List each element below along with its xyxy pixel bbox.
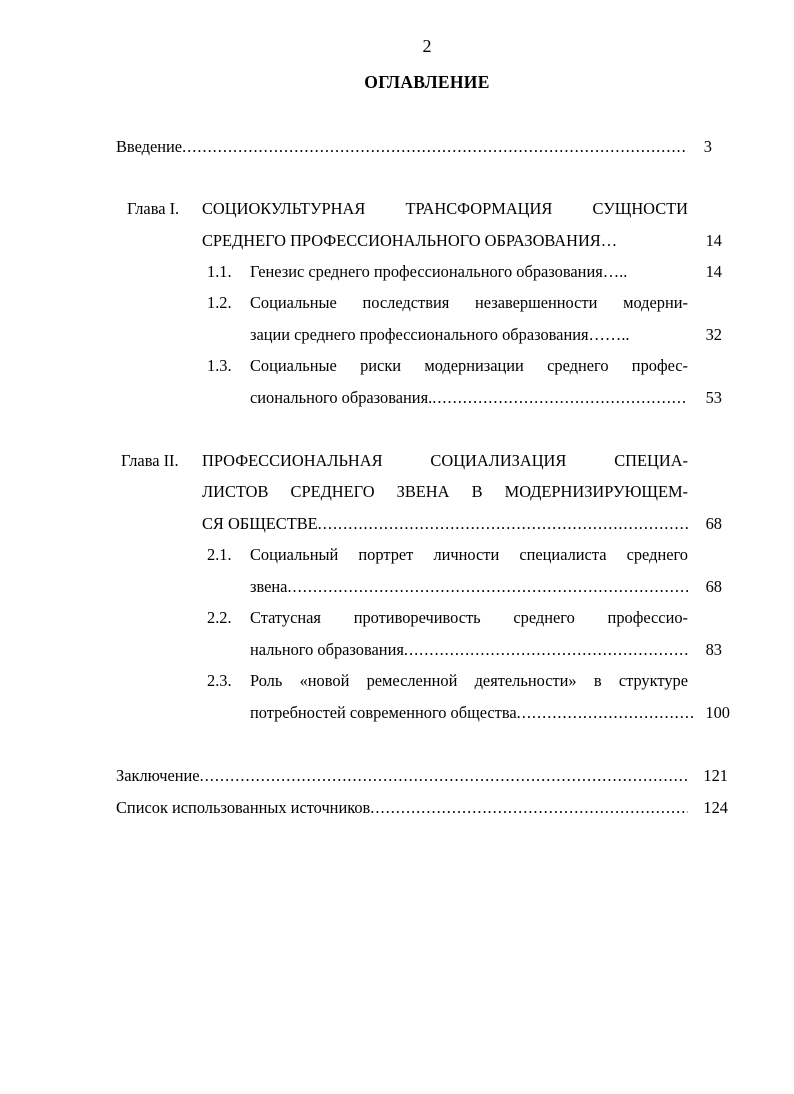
dot-leader: [370, 798, 688, 818]
chapter2-label: Глава II.: [121, 451, 179, 470]
section-1-3-title-line2: сионального образования.: [250, 388, 433, 407]
toc-sources-page: 124: [703, 798, 728, 817]
chapter1-label: Глава I.: [127, 199, 180, 218]
page-number: 2: [422, 36, 432, 56]
toc-conclusion-label: Заключение: [116, 766, 200, 785]
section-1-1-title[interactable]: Генезис среднего профессионального образования…..: [250, 262, 628, 281]
section-1-3-title-line1[interactable]: Социальные риски модернизации среднего профес-: [250, 356, 688, 375]
dot-leader: [318, 514, 688, 534]
toc-intro-page: 3: [703, 137, 712, 156]
chapter2-title-line3: СЯ ОБЩЕСТВЕ: [202, 514, 318, 533]
dot-leader: [404, 640, 688, 660]
section-2-1-page: 68: [705, 577, 722, 596]
section-number: 1.1.: [207, 262, 232, 281]
toc-conclusion-page: 121: [703, 766, 728, 785]
chapter1-page: 14: [705, 231, 722, 250]
section-1-3-page: 53: [705, 388, 722, 407]
section-2-3-title-line2-row[interactable]: [250, 703, 696, 725]
toc-conclusion[interactable]: [116, 766, 688, 788]
chapter1-title-line2[interactable]: СРЕДНЕГО ПРОФЕССИОНАЛЬНОГО ОБРАЗОВАНИЯ…: [202, 231, 618, 250]
dot-leader: [287, 577, 688, 597]
page-title: ОГЛАВЛЕНИЕ: [364, 72, 490, 92]
section-1-2-title-line1[interactable]: Социальные последствия незавершенности модерни-: [250, 293, 688, 312]
section-2-1-title-line1[interactable]: Социальный портрет личности специалиста среднего: [250, 545, 688, 564]
section-1-3-title-line2-row[interactable]: [250, 388, 688, 410]
dot-leader: [432, 388, 688, 408]
dot-leader: [182, 137, 688, 157]
chapter2-title-line2[interactable]: ЛИСТОВ СРЕДНЕГО ЗВЕНА В МОДЕРНИЗИРУЮЩЕМ-: [202, 482, 688, 501]
section-number: 1.3.: [207, 356, 232, 375]
section-1-2-title-line2[interactable]: зации среднего профессионального образования……..: [250, 325, 630, 344]
section-1-1-page: 14: [705, 262, 722, 281]
chapter2-page: 68: [705, 514, 722, 533]
chapter2-title-line3-row[interactable]: [202, 514, 688, 536]
chapter2-title-line1[interactable]: ПРОФЕССИОНАЛЬНАЯ СОЦИАЛИЗАЦИЯ СПЕЦИА-: [202, 451, 688, 470]
dot-leader: [517, 703, 696, 723]
section-number: 2.3.: [207, 671, 232, 690]
section-2-3-title-line1[interactable]: Роль «новой ремесленной деятельности» в структуре: [250, 671, 688, 690]
section-2-2-title-line1[interactable]: Статусная противоречивость среднего профессио-: [250, 608, 688, 627]
toc-intro[interactable]: [116, 137, 688, 159]
section-number: 2.1.: [207, 545, 232, 564]
section-1-2-page: 32: [705, 325, 722, 344]
section-number: 2.2.: [207, 608, 232, 627]
chapter1-title-line1[interactable]: СОЦИОКУЛЬТУРНАЯ ТРАНСФОРМАЦИЯ СУЩНОСТИ: [202, 199, 688, 218]
toc-intro-label: Введение: [116, 137, 183, 156]
section-2-1-title-line2: звена: [250, 577, 288, 596]
toc-sources[interactable]: [116, 798, 688, 820]
section-2-3-title-line2: потребностей современного общества: [250, 703, 517, 722]
section-2-3-page: 100: [705, 703, 730, 722]
section-2-1-title-line2-row[interactable]: [250, 577, 688, 599]
dot-leader: [200, 766, 688, 786]
section-2-2-page: 83: [705, 640, 722, 659]
section-2-2-title-line2: нального образования: [250, 640, 404, 659]
toc-sources-label: Список использованных источников: [116, 798, 371, 817]
section-2-2-title-line2-row[interactable]: [250, 640, 688, 662]
section-number: 1.2.: [207, 293, 232, 312]
